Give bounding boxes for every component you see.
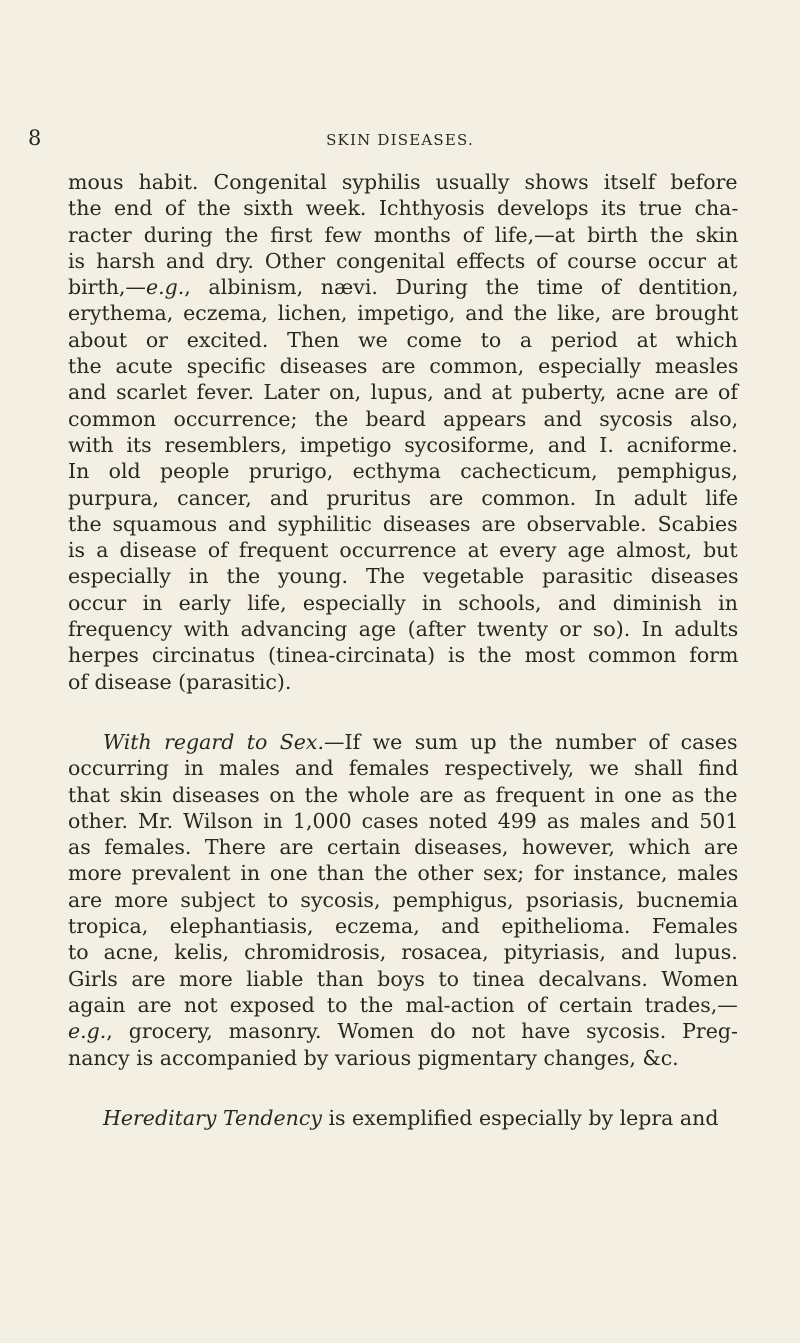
line-segment: is exemplified especially by lepra and (321, 1105, 719, 1130)
text-line: common occurrence; the beard appears and sycosis also, (68, 406, 739, 431)
text-line: as females. There are certain diseases, however, which are (68, 835, 739, 860)
text-line: the end of the sixth week. Ichthyosis develops its true cha- (68, 196, 739, 221)
text-line: the acute specific diseases are common, especially measles (68, 354, 739, 379)
text-line (68, 1018, 738, 1044)
italic-phrase: e.g. (68, 1019, 107, 1044)
text-line: to acne, kelis, chromidrosis, rosacea, pityriasis, and lupus. (68, 940, 738, 965)
body-text (68, 169, 738, 1131)
text-line: about or excited. Then we come to a period at which (68, 327, 738, 352)
text-line: other. Mr. Wilson in 1,000 cases noted 499 as males and 501 (68, 808, 739, 833)
page-number: 8 (28, 126, 42, 150)
text-line: that skin diseases on the whole are as frequent in one as the (68, 782, 738, 807)
text-line: is a disease of frequent occurrence at every age almost, but (68, 538, 738, 563)
text-line: nancy is accompanied by various pigmentary changes, &c. (68, 1045, 679, 1070)
text-line: Girls are more liable than boys to tinea decalvans. Women (68, 966, 739, 991)
running-title: SKIN DISEASES. (326, 131, 474, 149)
line-segment: birth,— (68, 275, 146, 300)
text-line: especially in the young. The vegetable parasitic diseases (68, 564, 739, 589)
text-line (68, 274, 738, 300)
line-segment: , albinism, nævi. During the time of dentition, (184, 275, 739, 300)
text-line: again are not exposed to the mal-action of certain trades,— (68, 992, 738, 1017)
text-line: with its resemblers, impetigo sycosiforme, and I. acniforme. (68, 432, 738, 457)
text-line: is harsh and dry. Other congenital effects of course occur at (68, 248, 738, 273)
text-line: occurring in males and females respectively, we shall find (68, 756, 739, 781)
line-segment: —If we sum up the number of cases (324, 729, 738, 754)
italic-phrase: e.g. (145, 275, 185, 300)
text-line: occur in early life, especially in schools, and diminish in (68, 590, 738, 615)
text-line: In old people prurigo, ecthyma cachecticum, pemphigus, (68, 459, 738, 484)
paragraph (68, 729, 738, 1071)
paragraph (68, 169, 738, 695)
text-line: racter during the first few months of life,—at birth the skin (68, 222, 739, 247)
line-segment: , grocery, masonry. Women do not have sycosis. Preg- (106, 1019, 738, 1044)
text-line: tropica, elephantiasis, eczema, and epithelioma. Females (68, 914, 738, 939)
text-line: frequency with advancing age (after twenty or so). In adults (68, 617, 739, 642)
text-line: erythema, eczema, lichen, impetigo, and the like, are brought (68, 301, 739, 326)
text-line: the squamous and syphilitic diseases are observable. Scabies (68, 511, 738, 536)
text-line (68, 729, 738, 755)
italic-phrase: With regard to Sex. (103, 729, 324, 754)
text-line: are more subject to sycosis, pemphigus, psoriasis, bucnemia (68, 887, 739, 912)
text-line: and scarlet fever. Later on, lupus, and at puberty, acne are of (68, 380, 738, 405)
text-line: more prevalent in one than the other sex; for instance, males (68, 861, 739, 886)
text-line: of disease (parasitic). (68, 669, 292, 694)
text-line: mous habit. Congenital syphilis usually shows itself before (68, 170, 738, 194)
paragraph (68, 1105, 738, 1131)
text-line: purpura, cancer, and pruritus are common. In adult life (68, 485, 739, 510)
italic-phrase: Hereditary Tendency (103, 1105, 322, 1130)
text-line (68, 1105, 738, 1131)
text-line: herpes circinatus (tinea-circinata) is the most common form (68, 643, 739, 668)
